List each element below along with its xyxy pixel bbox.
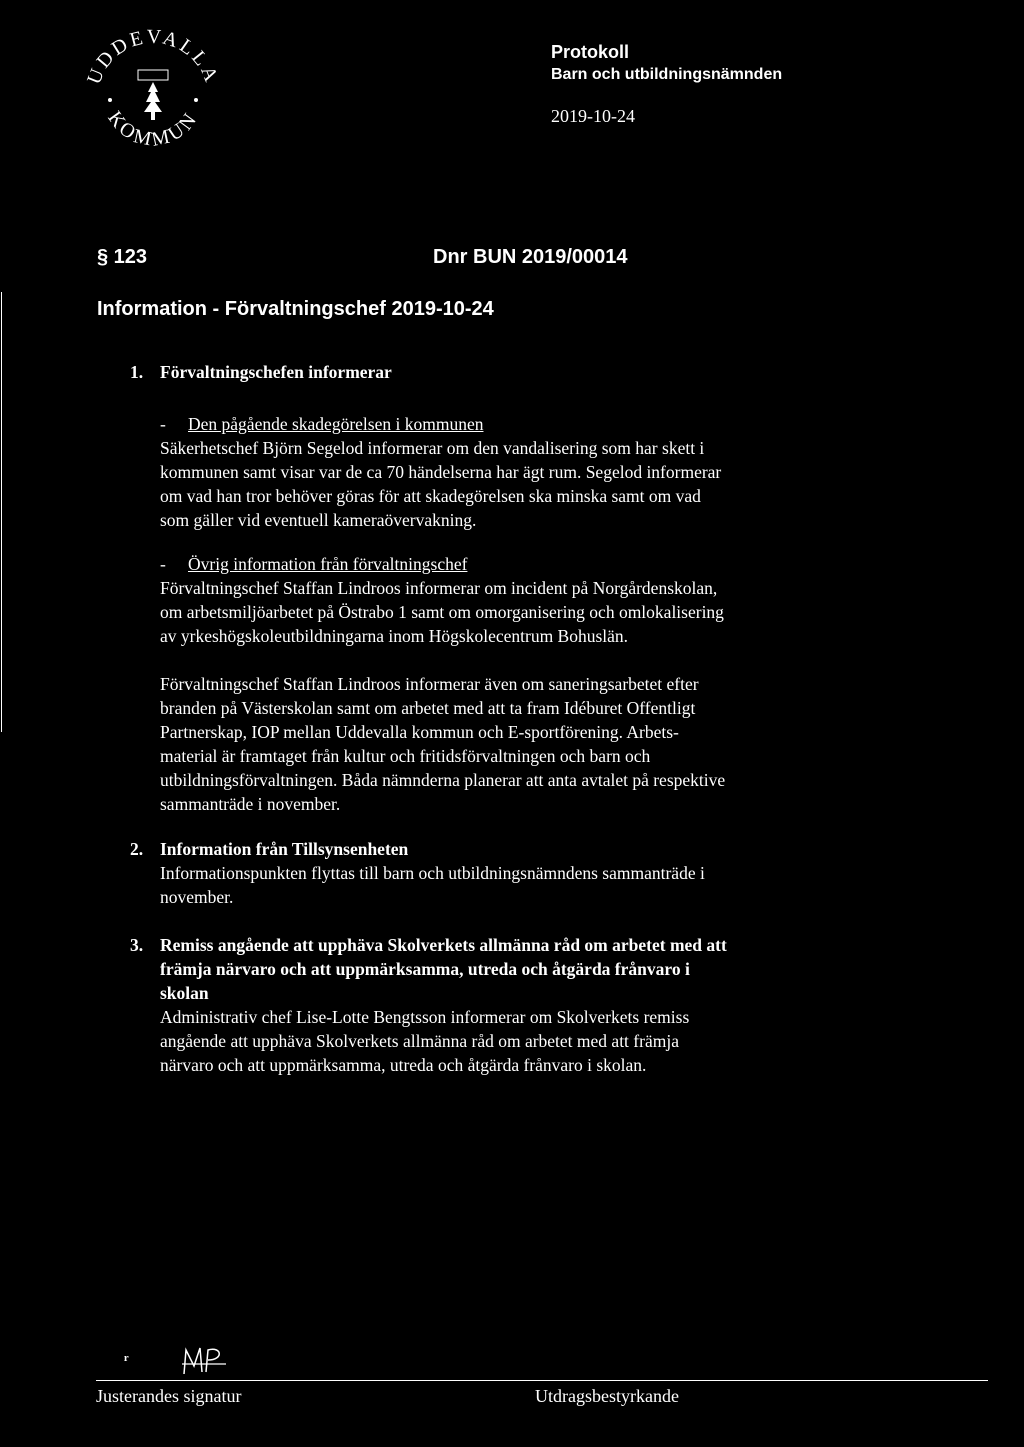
left-margin-rule xyxy=(1,292,2,732)
item-3-heading-line: främja närvaro och att uppmärksamma, utreda och åtgärda frånvaro i xyxy=(160,959,690,979)
meeting-date: 2019-10-24 xyxy=(551,106,635,126)
committee-name: Barn och utbildningsnämnden xyxy=(551,66,783,83)
handwritten-initials-signature xyxy=(178,1338,238,1378)
item-2-number: 2. xyxy=(130,839,144,859)
subsection-1-line: Säkerhetschef Björn Segelod informerar om den vandalisering som har skett i xyxy=(160,438,705,458)
item-2-line: Informationspunkten flyttas till barn och utbildningsnämndens sammanträde i xyxy=(160,863,705,883)
item-3-heading-line: Remiss angående att upphäva Skolverkets allmänna råd om arbetet med att xyxy=(160,935,727,955)
subsection-1-line: om vad han tror behöver göras för att skadegörelsen ska minska samt om vad xyxy=(160,486,701,506)
subsection-2-paragraph-line: Förvaltningschef Staffan Lindroos informerar även om saneringsarbetet efter xyxy=(160,674,699,694)
subsection-2-heading: Övrig information från förvaltningschef xyxy=(188,554,468,574)
item-1-heading: Förvaltningschefen informerar xyxy=(160,362,392,382)
section-title: Information - Förvaltningschef 2019-10-24 xyxy=(97,298,494,320)
item-2-line: november. xyxy=(160,887,234,907)
item-3-heading-line: skolan xyxy=(160,983,209,1003)
subsection-2-line: Förvaltningschef Staffan Lindroos informerar om incident på Norgårdenskolan, xyxy=(160,578,718,598)
paragraph-number: § 123 xyxy=(97,246,148,268)
subsection-2-paragraph-line: branden på Västerskolan samt om arbetet med att ta fram Idéburet Offentligt xyxy=(160,698,696,718)
document-type: Protokoll xyxy=(551,42,630,62)
municipal-seal-logo xyxy=(78,20,228,170)
subsection-2-paragraph-line: utbildningsförvaltningen. Båda nämnderna planerar att anta avtalet på respektive xyxy=(160,770,726,790)
subsection-2-line: om arbetsmiljöarbetet på Östrabo 1 samt om omorganisering och omlokalisering xyxy=(160,602,724,622)
subsection-2-line: av yrkeshögskoleutbildningarna inom Högskolecentrum Bohuslän. xyxy=(160,626,629,646)
item-3-number: 3. xyxy=(130,935,144,955)
subsection-1-line: som gäller vid eventuell kameraövervakning. xyxy=(160,510,477,530)
signature-label-right: Utdragsbestyrkande xyxy=(535,1386,679,1406)
subsection-2-paragraph-line: Partnerskap, IOP mellan Uddevalla kommun och E-sportförening. Arbets- xyxy=(160,722,679,742)
signature-label-left: Justerandes signatur xyxy=(96,1386,242,1406)
subsection-1-heading: Den pågående skadegörelsen i kommunen xyxy=(188,414,484,434)
subsection-1-dash: - xyxy=(160,414,166,434)
subsection-2-paragraph-line: material är framtaget från kultur och fritidsförvaltningen och barn och xyxy=(160,746,651,766)
subsection-2-paragraph-line: sammanträde i november. xyxy=(160,794,341,814)
signature-line xyxy=(96,1380,988,1381)
seal-top-text: UDDEVALLA xyxy=(82,25,224,88)
item-1-number: 1. xyxy=(130,362,144,382)
svg-text:UDDEVALLA xyxy=(83,26,223,88)
item-3-line: angående att upphäva Skolverkets allmänna råd om arbetet med att främja xyxy=(160,1031,679,1051)
item-3-line: Administrativ chef Lise-Lotte Bengtsson informerar om Skolverkets remiss xyxy=(160,1007,690,1027)
subsection-1-line: kommunen samt visar var de ca 70 händelserna har ägt rum. Segelod informerar xyxy=(160,462,722,482)
item-2-heading: Information från Tillsynsenheten xyxy=(160,839,409,859)
case-number: Dnr BUN 2019/00014 xyxy=(433,246,628,268)
seal-bottom-text: KOMMUN xyxy=(103,107,203,151)
subsection-2-dash: - xyxy=(160,554,166,574)
item-3-line: närvaro och att uppmärksamma, utreda och åtgärda frånvaro i skolan. xyxy=(160,1055,647,1075)
signature-mark: ʳ xyxy=(124,1350,129,1370)
